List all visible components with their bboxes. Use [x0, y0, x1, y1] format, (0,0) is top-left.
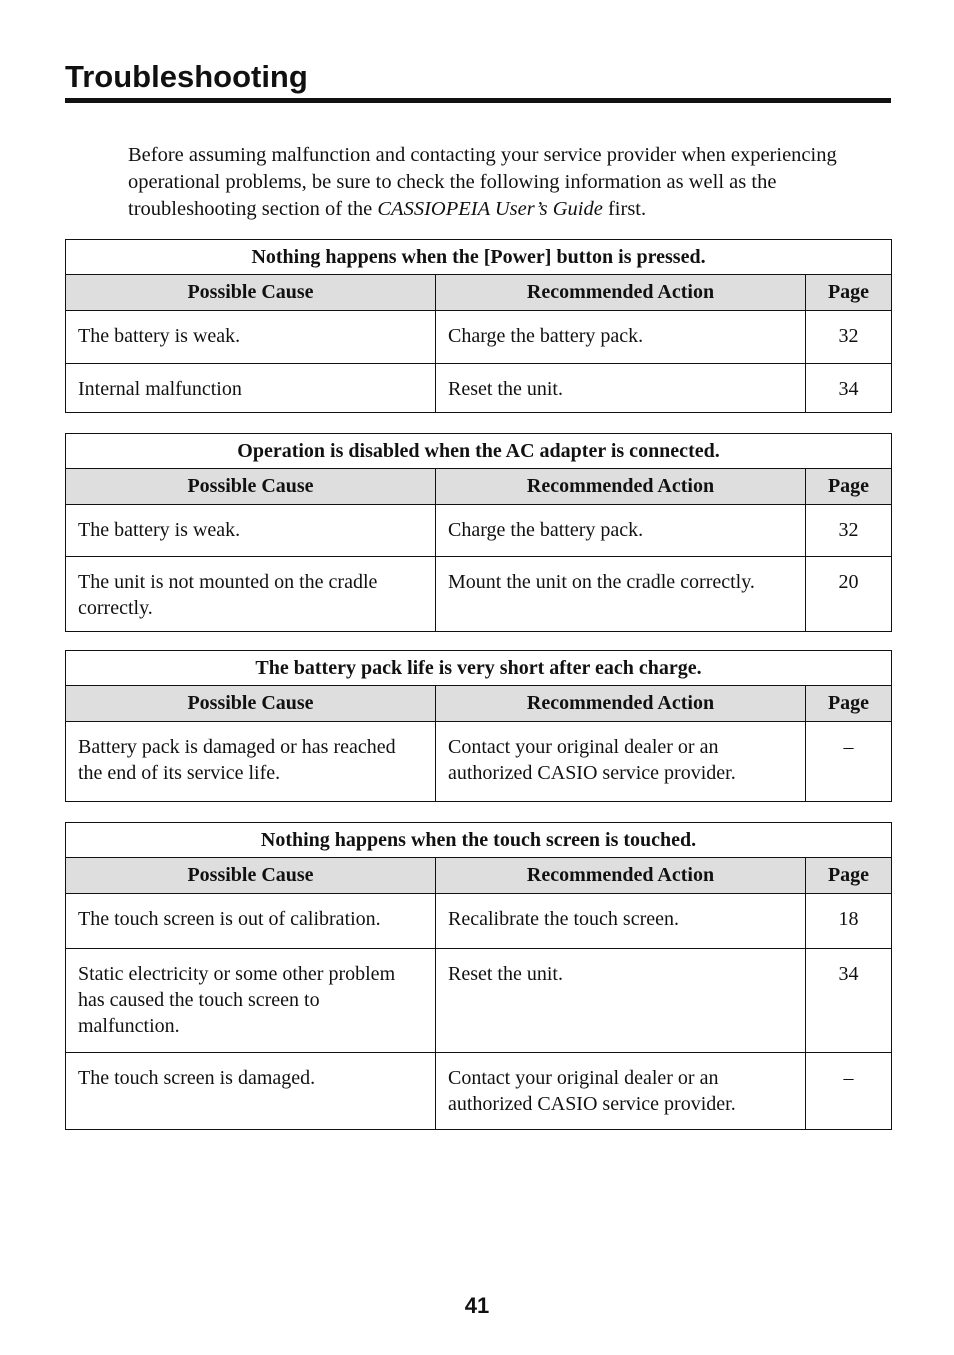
header-page: Page	[806, 469, 892, 505]
table-row	[66, 505, 892, 557]
action-cell: Contact your original dealer or an authorized CASIO service provider.	[436, 722, 806, 802]
page-cell: 20	[806, 557, 892, 632]
problem-heading: Nothing happens when the touch screen is touched.	[66, 823, 892, 858]
table-row	[66, 1053, 892, 1130]
page-number: 41	[464, 1293, 490, 1318]
header-cause: Possible Cause	[66, 469, 436, 505]
action-cell: Contact your original dealer or an authorized CASIO service provider.	[436, 1053, 806, 1130]
header-page: Page	[806, 275, 892, 311]
table-row	[66, 722, 892, 802]
cause-cell: Battery pack is damaged or has reached the end of its service life.	[66, 722, 436, 802]
page-title: Troubleshooting	[65, 59, 308, 94]
page-cell: 32	[806, 311, 892, 364]
title-rule	[65, 98, 891, 103]
cause-cell: Internal malfunction	[66, 364, 436, 413]
troubleshooting-table-ac-adapter	[65, 433, 892, 632]
problem-heading: Operation is disabled when the AC adapter is connected.	[66, 434, 892, 469]
header-action: Recommended Action	[436, 469, 806, 505]
intro-paragraph	[128, 142, 888, 223]
cause-cell: The touch screen is damaged.	[66, 1053, 436, 1130]
guide-title: CASSIOPEIA User’s Guide	[377, 198, 603, 220]
header-page: Page	[806, 858, 892, 894]
action-cell: Charge the battery pack.	[436, 505, 806, 557]
cause-cell: Static electricity or some other problem has caused the touch screen to malfunction.	[66, 949, 436, 1053]
problem-heading: Nothing happens when the [Power] button is pressed.	[66, 240, 892, 275]
action-cell: Recalibrate the touch screen.	[436, 894, 806, 949]
cause-cell: The battery is weak.	[66, 311, 436, 364]
action-cell: Reset the unit.	[436, 949, 806, 1053]
page-cell: 32	[806, 505, 892, 557]
cause-cell: The touch screen is out of calibration.	[66, 894, 436, 949]
page-cell: 34	[806, 364, 892, 413]
action-cell: Mount the unit on the cradle correctly.	[436, 557, 806, 632]
action-cell: Charge the battery pack.	[436, 311, 806, 364]
action-cell: Reset the unit.	[436, 364, 806, 413]
header-cause: Possible Cause	[66, 858, 436, 894]
page-cell: –	[806, 722, 892, 802]
cause-cell: The unit is not mounted on the cradle correctly.	[66, 557, 436, 632]
cause-cell: The battery is weak.	[66, 505, 436, 557]
intro-text: Before assuming malfunction and contacting your service provider when experiencing operational problems, be sure to check the following information as well as the troubleshooting section of the	[128, 144, 837, 220]
problem-heading: The battery pack life is very short after each charge.	[66, 651, 892, 686]
troubleshooting-table-battery-life	[65, 650, 892, 802]
troubleshooting-table-touch-screen	[65, 822, 892, 1130]
header-action: Recommended Action	[436, 275, 806, 311]
intro-text-end: first.	[602, 198, 647, 220]
header-page: Page	[806, 686, 892, 722]
table-row	[66, 557, 892, 632]
header-action: Recommended Action	[436, 858, 806, 894]
header-cause: Possible Cause	[66, 275, 436, 311]
page-cell: –	[806, 1053, 892, 1130]
header-cause: Possible Cause	[66, 686, 436, 722]
page-cell: 18	[806, 894, 892, 949]
header-action: Recommended Action	[436, 686, 806, 722]
table-row	[66, 949, 892, 1053]
page-cell: 34	[806, 949, 892, 1053]
table-row	[66, 894, 892, 949]
table-row	[66, 311, 892, 364]
table-row	[66, 364, 892, 413]
troubleshooting-table-power	[65, 239, 892, 413]
